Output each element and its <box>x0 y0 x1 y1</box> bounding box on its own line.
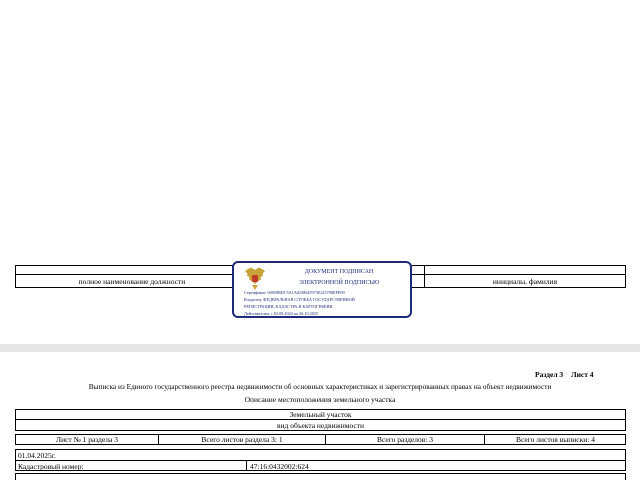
section-number: Раздел 3 <box>535 370 564 379</box>
cadastral-label: Кадастровый номер: <box>18 462 84 471</box>
double-headed-eagle-icon <box>243 266 267 292</box>
extract-heading: Выписка из Единого государственного реестра недвижимости об основных характеристиках и зарегистрированных правах на объект недвижимости <box>88 382 552 391</box>
stamp-owner-2: РЕГИСТРАЦИИ, КАДАСТРА И КАРТОГРАФИИ <box>244 304 333 309</box>
page-separator <box>0 344 640 352</box>
sheets-in-section: Всего листов раздела 3: 1 <box>201 435 283 444</box>
stamp-owner-1: Владелец: ФЕДЕРАЛЬНАЯ СЛУЖБА ГОСУДАРСТВЕННОЙ <box>244 297 355 302</box>
position-label: полное наименование должности <box>78 277 186 286</box>
initials-label: инициалы, фамилия <box>492 277 558 286</box>
extract-date: 01.04.2025г. <box>18 451 56 460</box>
stamp-certificate: Сертификат: 00958BDC5A1A0238645973E225798EFE09 <box>244 290 345 295</box>
sheet-of-section: Лист № 1 раздела 3 <box>56 435 118 444</box>
electronic-signature-stamp <box>232 261 412 318</box>
object-type: Земельный участок <box>289 409 352 419</box>
stamp-title-2: ЭЛЕКТРОННОЙ ПОДПИСЬЮ <box>298 280 380 286</box>
extract-subheading: Описание местоположения земельного участка <box>244 395 396 404</box>
document-page-2 <box>0 352 640 480</box>
sheets-total: Всего листов выписки: 4 <box>516 435 595 444</box>
stamp-title-1: ДОКУМЕНТ ПОДПИСАН <box>304 269 374 275</box>
sheet-number: Лист 4 <box>571 370 594 379</box>
sections-total: Всего разделов: 3 <box>376 435 434 444</box>
object-type-block <box>15 409 626 431</box>
cadastral-block <box>15 449 626 471</box>
object-type-caption: вид объекта недвижимости <box>276 420 365 430</box>
next-table-start <box>15 473 626 480</box>
stamp-validity: Действителен: с 02.08.2024 по 26.10.2025 <box>244 311 319 316</box>
sheet-counters-row <box>15 434 626 445</box>
cadastral-number: 47:16:0432002:624 <box>250 462 309 471</box>
